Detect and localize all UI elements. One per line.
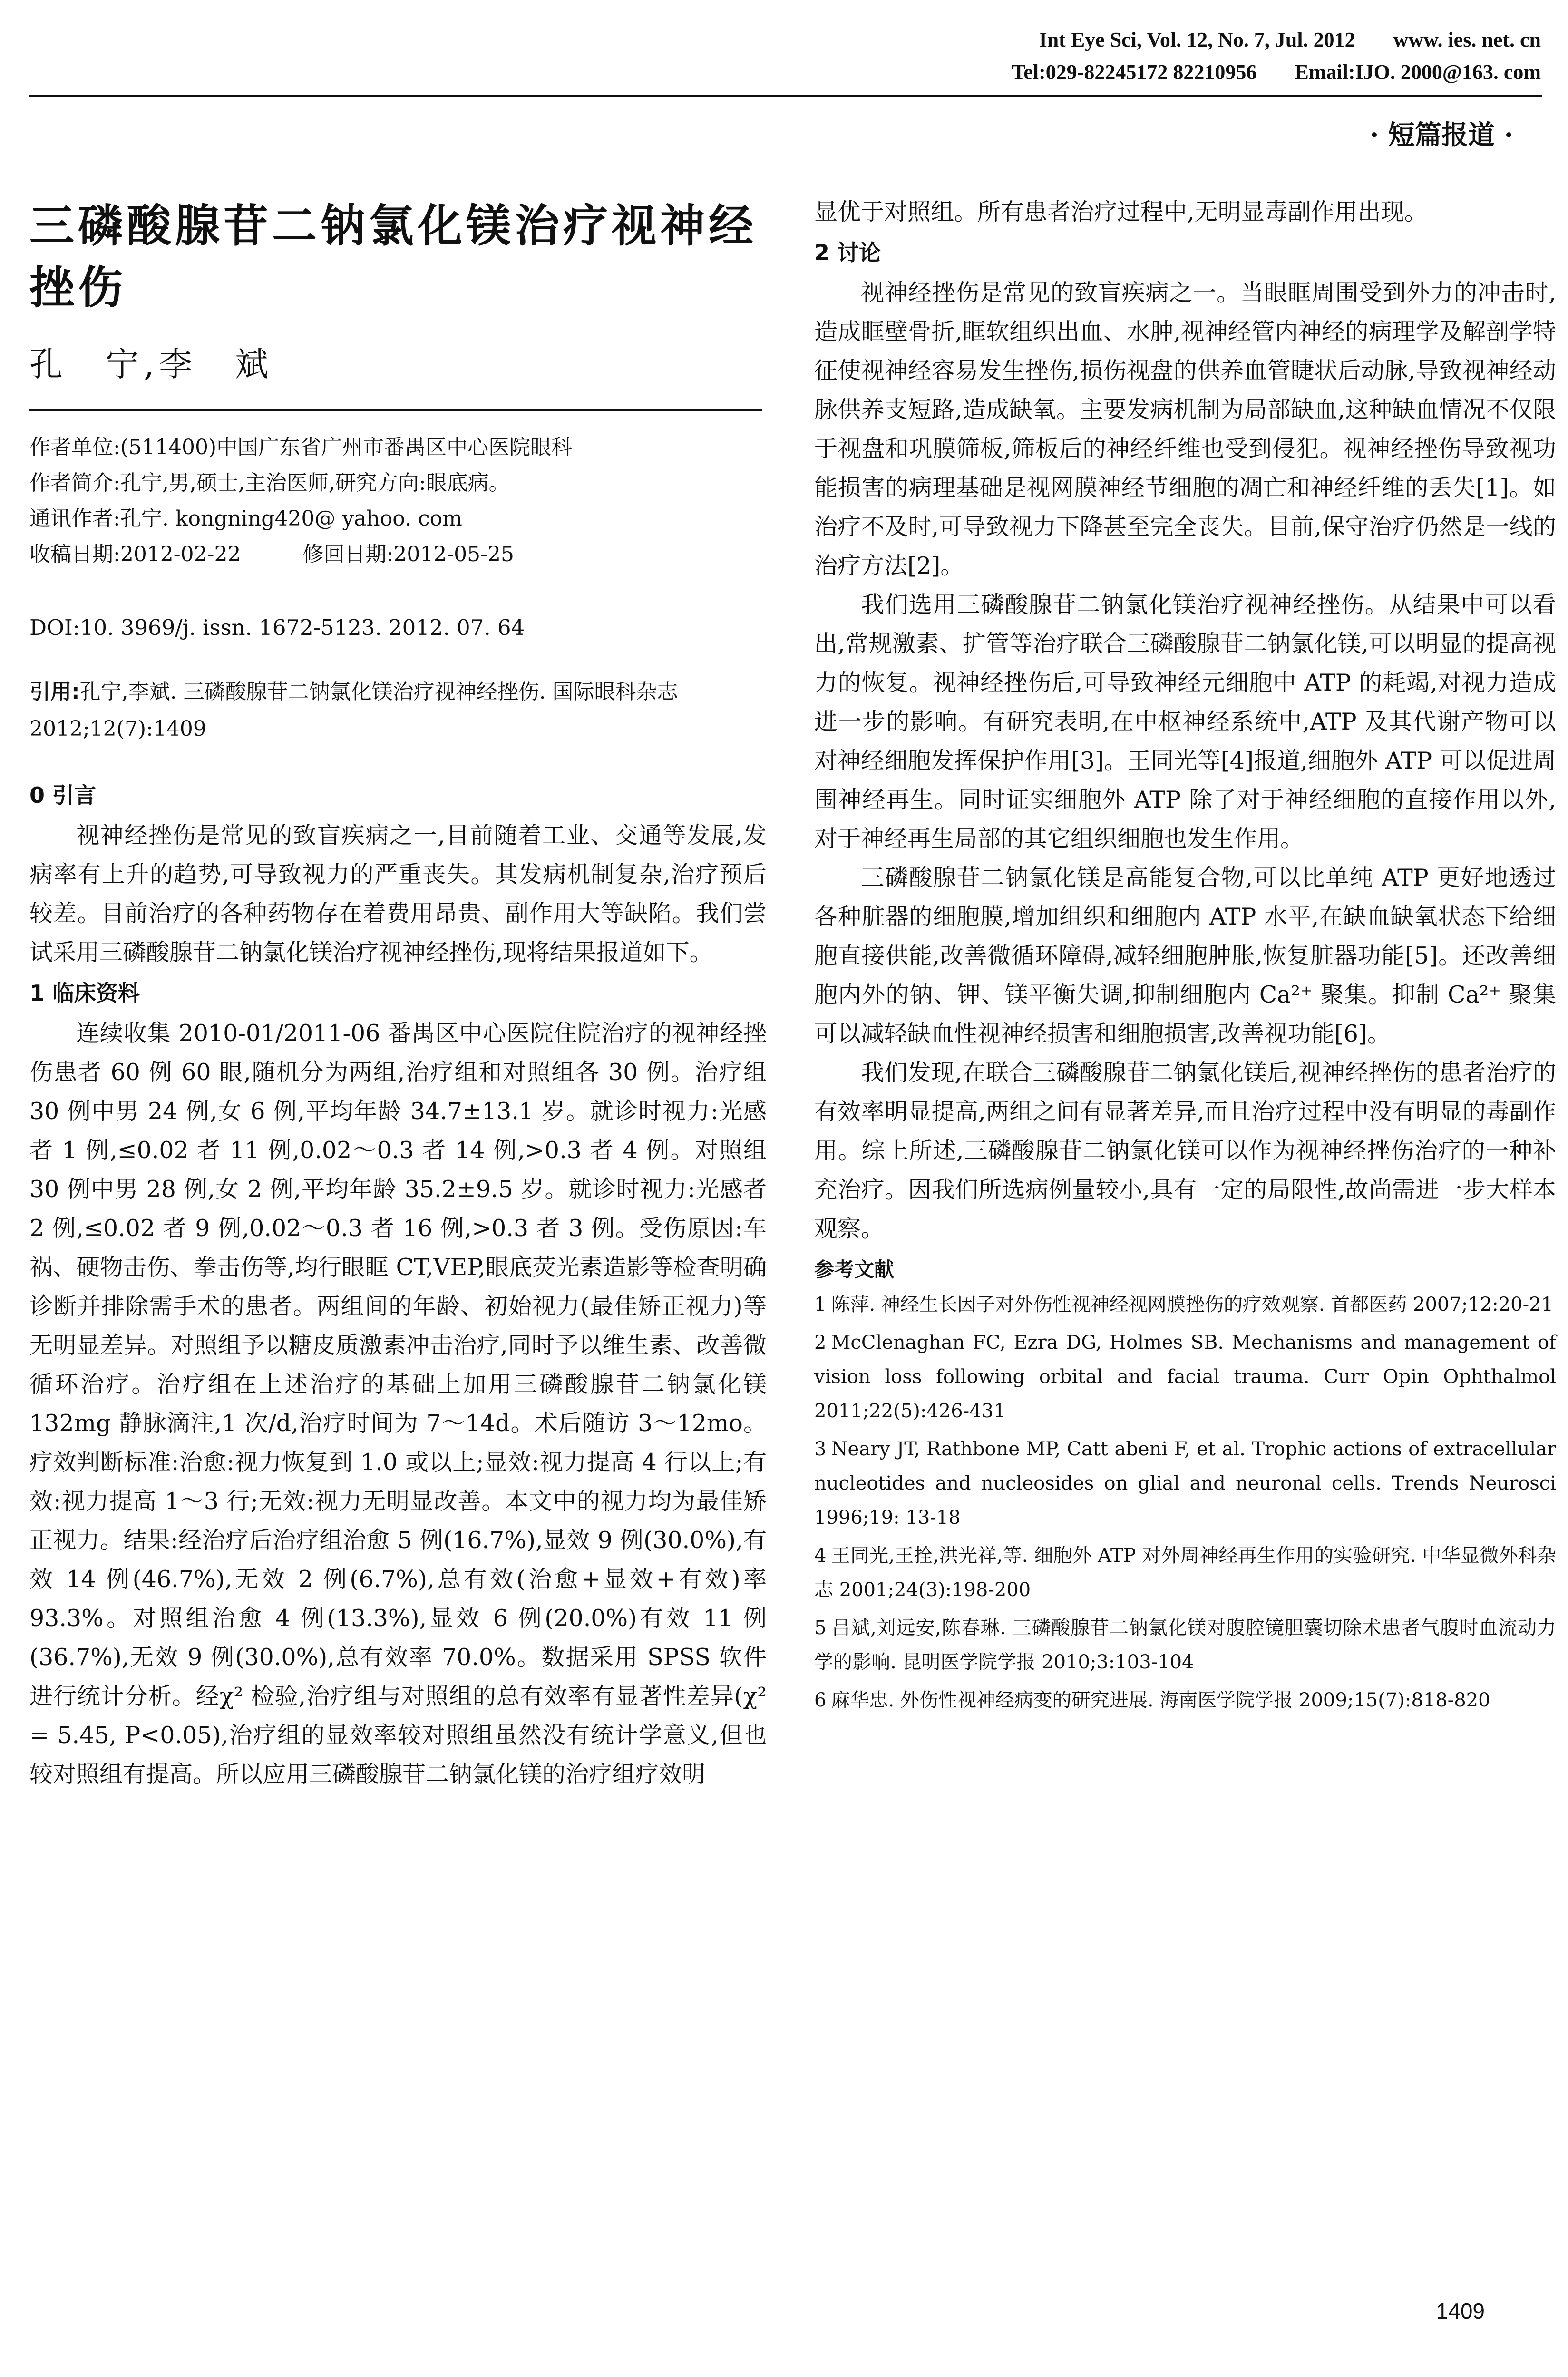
references-list [814, 1287, 1556, 1717]
author-affiliation: 作者单位:(511400)中国广东省广州市番禺区中心医院眼科 [29, 435, 573, 459]
reference-text: McClenaghan FC, Ezra DG, Holmes SB. Mechanisms and management of vision loss following orbital and facial trauma. Curr Opin Ophthalmol 2011;22(5):426-431 [814, 1332, 1556, 1422]
reference-number: 4 [814, 1545, 827, 1567]
dates-line [29, 536, 767, 572]
reference-item [814, 1611, 1556, 1679]
journal-header [789, 24, 1541, 88]
received-date: 收稿日期:2012-02-22 [29, 542, 241, 566]
citation-text: 孔宁,李斌. 三磷酸腺苷二钠氯化镁治疗视神经挫伤. 国际眼科杂志 2012;12(7):1409 [29, 680, 678, 741]
journal-website[interactable]: www. ies. net. cn [1393, 28, 1541, 51]
page-number: 1409 [1436, 2299, 1485, 2323]
reference-item [814, 1432, 1556, 1535]
reference-text: 麻华忠. 外伤性视神经病变的研究进展. 海南医学院学报 2009;15(7):818-820 [831, 1689, 1490, 1711]
reference-number: 6 [814, 1689, 827, 1711]
header-line-1 [789, 24, 1541, 56]
journal-issue-info: Int Eye Sci, Vol. 12, No. 7, Jul. 2012 [1039, 28, 1355, 51]
reference-text: 吕斌,刘远安,陈春琳. 三磷酸腺苷二钠氯化镁对腹腔镜胆囊切除术患者气腹时血流动力学的影响. 昆明医学院学报 2010;3:103-104 [814, 1617, 1556, 1673]
reference-text: 王同光,王拴,洪光祥,等. 细胞外 ATP 对外周神经再生作用的实验研究. 中华显微外科杂志 2001;24(3):198-200 [814, 1545, 1556, 1601]
clinical-heading: 1 临床资料 [29, 980, 140, 1006]
reference-number: 1 [814, 1294, 827, 1315]
article-authors: 孔 宁,李 斌 [29, 345, 273, 384]
header-line-2 [789, 56, 1541, 88]
title-divider [29, 409, 762, 411]
reference-item [814, 1683, 1556, 1717]
left-column [29, 195, 767, 1794]
reference-item [814, 1539, 1556, 1607]
journal-email[interactable]: Email:IJO. 2000@163. com [1295, 60, 1541, 84]
discussion-paragraph-4: 我们发现,在联合三磷酸腺苷二钠氯化镁后,视神经挫伤的患者治疗的有效率明显提高,两组之间有显著差异,而且治疗过程中没有明显的毒副作用。综上所述,三磷酸腺苷二钠氯化镁可以作为视神经挫伤治疗的一种补充治疗。因我们所选病例量较小,具有一定的局限性,故尚需进一步大样本观察。 [814, 1059, 1556, 1242]
intro-heading: 0 引言 [29, 782, 97, 808]
discussion-paragraph-1: 视神经挫伤是常见的致盲疾病之一。当眼眶周围受到外力的冲击时,造成眶壁骨折,眶软组织出血、水肿,视神经管内神经的病理学及解剖学特征使视神经容易发生挫伤,损伤视盘的供养血管睫状后动脉,导致视神经动脉供养支短路,造成缺氧。主要发病机制为局部缺血,这种缺血情况不仅限于视盘和巩膜筛板,筛板后的神经纤维也受到侵犯。视神经挫伤导致视功能损害的病理基础是视网膜神经节细胞的凋亡和神经纤维的丢失[1]。如治疗不及时,可导致视力下降甚至完全丧失。目前,保守治疗仍然是一线的治疗方法[2]。 [814, 279, 1556, 579]
discussion-paragraph-3: 三磷酸腺苷二钠氯化镁是高能复合物,可以比单纯 ATP 更好地透过各种脏器的细胞膜,增加组织和细胞内 ATP 水平,在缺血缺氧状态下给细胞直接供能,改善微循环障碍,减轻细胞肿胀,恢复脏器功能[5]。还改善细胞内外的钠、钾、镁平衡失调,抑制细胞内 Ca²⁺ 聚集。抑制 Ca²⁺ 聚集可以减轻缺血性视神经损害和细胞损害,改善视功能[6]。 [814, 864, 1556, 1047]
right-column [814, 193, 1556, 1721]
journal-phone: Tel:029-82245172 82210956 [1012, 60, 1257, 84]
reference-number: 3 [814, 1438, 827, 1460]
citation [29, 673, 767, 748]
reference-text: Neary JT, Rathbone MP, Catt abeni F, et al. Trophic actions of extracellular nucleotides and nucleosides on glial and neuronal cells. Trends Neurosci 1996;19: 13-18 [814, 1438, 1556, 1529]
reference-item [814, 1325, 1556, 1428]
references-heading: 参考文献 [814, 1258, 895, 1281]
discussion-heading: 2 讨论 [814, 240, 881, 265]
author-meta [29, 429, 767, 572]
citation-label: 引用: [29, 680, 80, 704]
reference-text: 陈萍. 神经生长因子对外伤性视神经视网膜挫伤的疗效观察. 首都医药 2007;12:20-21 [831, 1294, 1553, 1315]
article-title: 三磷酸腺苷二钠氯化镁治疗视神经挫伤 [29, 200, 758, 314]
header-rule [29, 95, 1542, 97]
revised-date: 修回日期:2012-05-25 [302, 542, 515, 566]
intro-paragraph: 视神经挫伤是常见的致盲疾病之一,目前随着工业、交通等发展,发病率有上升的趋势,可导致视力的严重丧失。其发病机制复杂,治疗预后较差。目前治疗的各种药物存在着费用昂贵、副作用大等缺陷。我们尝试采用三磷酸腺苷二钠氯化镁治疗视神经挫伤,现将结果报道如下。 [29, 822, 767, 966]
corresponding-author: 通讯作者:孔宁. kongning420@ yahoo. com [29, 507, 462, 531]
clinical-paragraph: 连续收集 2010-01/2011-06 番禺区中心医院住院治疗的视神经挫伤患者 60 例 60 眼,随机分为两组,治疗组和对照组各 30 例。治疗组 30 例中男 24 例,女 6 例,平均年龄 34.7±13.1 岁。就诊时视力:光感者 1 例,≤0.02 者 11 例,0.02～0.3 者 14 例,>0.3 者 4 例。对照组 30 例中男 28 例,女 2 例,平均年龄 35.2±9.5 岁。就诊时视力:光感者 2 例,≤0.02 者 9 例,0.02～0.3 者 16 例,>0.3 者 3 例。受伤原因:车祸、硬物击伤、拳击伤等,均行眼眶 CT,VEP,眼底荧光素造影等检查明确诊断并排除需手术的患者。两组间的年龄、初始视力(最佳矫正视力)等无明显差异。对照组予以糖皮质激素冲击治疗,同时予以维生素、改善微循环治疗。治疗组在上述治疗的基础上加用三磷酸腺苷二钠氯化镁 132mg 静脉滴注,1 次/d,治疗时间为 7～14d。术后随访 3～12mo。疗效判断标准:治愈:视力恢复到 1.0 或以上;显效:视力提高 4 行以上;有效:视力提高 1～3 行;无效:视力无明显改善。本文中的视力均为最佳矫正视力。结果:经治疗后治疗组治愈 5 例(16.7%),显效 9 例(30.0%),有效 14 例(46.7%),无效 2 例(6.7%),总有效(治愈+显效+有效)率 93.3%。对照组治愈 4 例(13.3%),显效 6 例(20.0%)有效 11 例(36.7%),无效 9 例(30.0%),总有效率 70.0%。数据采用 SPSS 软件进行统计分析。经χ² 检验,治疗组与对照组的总有效率有显著性差异(χ² = 5.45, P<0.05),治疗组的显效率较对照组虽然没有统计学意义,但也较对照组有提高。所以应用三磷酸腺苷二钠氯化镁的治疗组疗效明 [29, 1020, 767, 1788]
author-bio: 作者简介:孔宁,男,硕士,主治医师,研究方向:眼底病。 [29, 471, 510, 495]
reference-number: 5 [814, 1617, 827, 1639]
clinical-paragraph-continued: 显优于对照组。所有患者治疗过程中,无明显毒副作用出现。 [814, 198, 1428, 225]
reference-item [814, 1287, 1556, 1322]
doi[interactable]: DOI:10. 3969/j. issn. 1672-5123. 2012. 07. 64 [29, 615, 525, 640]
discussion-paragraph-2: 我们选用三磷酸腺苷二钠氯化镁治疗视神经挫伤。从结果中可以看出,常规激素、扩管等治疗联合三磷酸腺苷二钠氯化镁,可以明显的提高视力的恢复。视神经挫伤后,可导致神经元细胞中 ATP 的耗竭,对视力造成进一步的影响。有研究表明,在中枢神经系统中,ATP 及其代谢产物可以对神经细胞发挥保护作用[3]。王同光等[4]报道,细胞外 ATP 可以促进周围神经再生。同时证实细胞外 ATP 除了对于神经细胞的直接作用以外,对于神经再生局部的其它组织细胞也发生作用。 [814, 591, 1556, 852]
section-label: · 短篇报道 · [1370, 119, 1513, 151]
reference-number: 2 [814, 1332, 827, 1354]
